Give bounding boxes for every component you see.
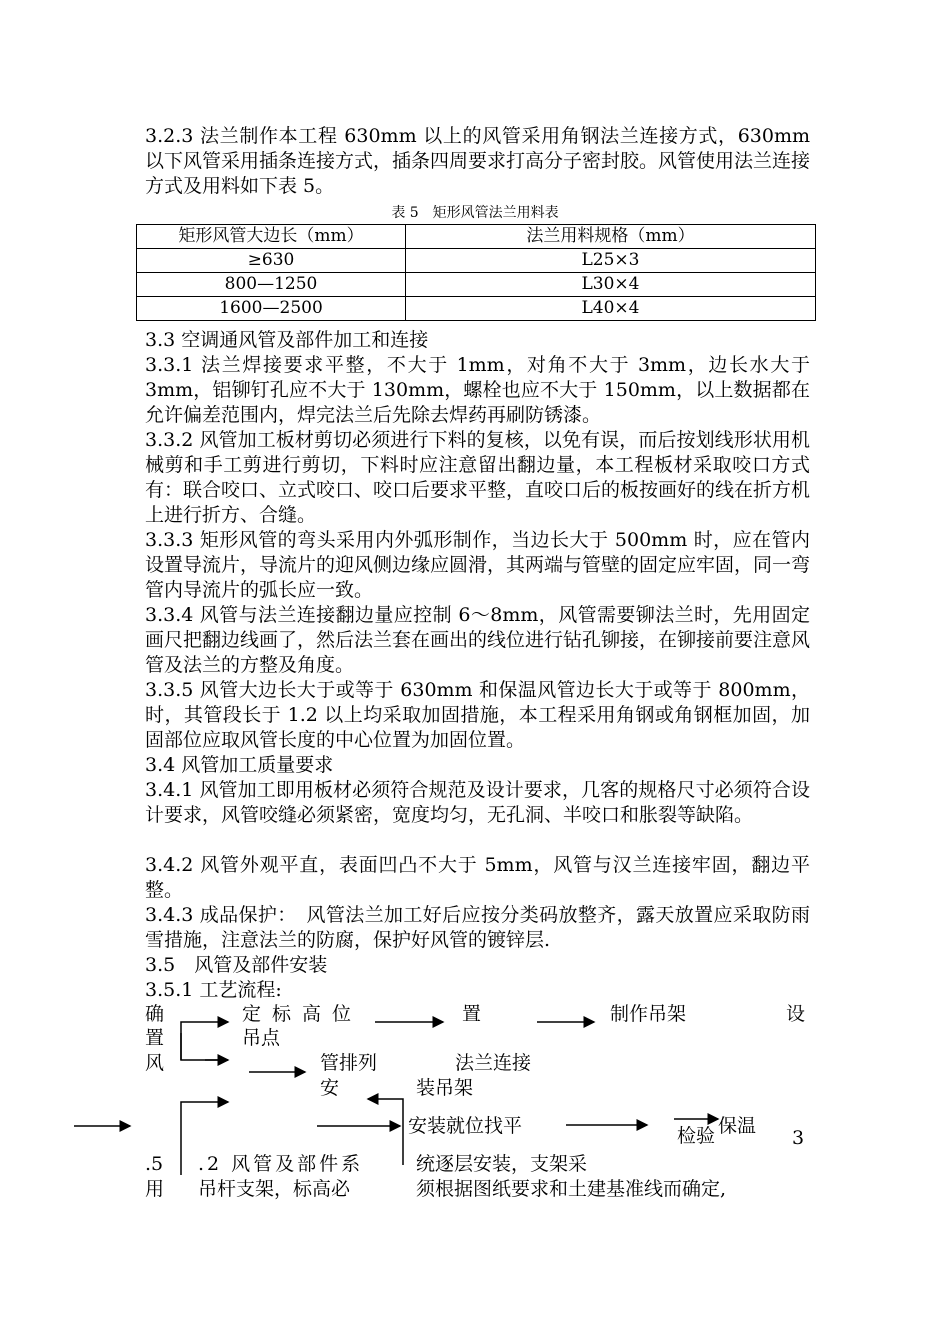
flow-text: 设 (786, 1003, 806, 1025)
paragraph-3-3-3: 3.3.3 矩形风管的弯头采用内外弧形制作，当边长大于 500mm 时，应在管内设置导流片，导流片的迎风侧边缘应圆滑，其两端与管壁的固定应牢固，同一弯管内导流片的弧长应一致。 (145, 529, 811, 601)
flow-step-install: 安装就位找平 (408, 1115, 523, 1137)
flow-step-make-hanger: 制作吊架 (610, 1003, 687, 1025)
flange-spec-table (136, 224, 816, 321)
table-cell: ≥630 (137, 249, 406, 273)
table-cell: L25×3 (406, 249, 816, 273)
heading-3-5-1: 3.5.1 工艺流程: (145, 979, 282, 1001)
table-header-cell: 矩形风管大边长（mm） (137, 225, 406, 249)
flow-text: 置 (145, 1027, 165, 1049)
paragraph-3-2-3: 3.2.3 法兰制作本工程 630mm 以上的风管采用角钢法兰连接方式，630mm 以下风管采用插条连接方式，插条四周要求打高分子密封胶。风管使用法兰连接方式及用料如下表 5。 (145, 125, 811, 197)
paragraph-3-4-1: 3.4.1 风管加工即用板材必须符合规范及设计要求，几客的规格尺寸必须符合设计要求，风管咬缝必须紧密，宽度均匀，无孔洞、半咬口和胀裂等缺陷。 (145, 779, 810, 826)
flow-text: 须根据图纸要求和土建基准线而确定, (416, 1178, 727, 1200)
flow-text: 用 (145, 1178, 165, 1200)
flow-text: .2 风管及部件系 (198, 1153, 364, 1175)
flow-step-locate: 吊点 (242, 1027, 281, 1049)
flow-text: 确 (145, 1003, 165, 1025)
paragraph-3-3-4: 3.3.4 风管与法兰连接翻边量应控制 6～8mm，风管需要铆法兰时，先用固定画尺把翻边线画了，然后法兰套在画出的线位进行钻孔铆接，在铆接前要注意风管及法兰的方整及角度。 (145, 604, 811, 676)
flow-step-flange: 法兰连接 (455, 1052, 532, 1074)
table-caption: 表 5 矩形风管法兰用料表 (391, 205, 559, 221)
table-row (137, 249, 816, 273)
flow-step-arrange: 管排列 (320, 1052, 378, 1074)
table-cell: 800—1250 (137, 273, 406, 297)
flow-text: 吊杆支架，标高必 (198, 1178, 351, 1200)
paragraph-3-3-2: 3.3.2 风管加工板材剪切必须进行下料的复核，以免有误，而后按划线形状用机械剪和手工剪进行剪切，下料时应注意留出翻边量，本工程板材采取咬口方式有：联合咬口、立式咬口、咬口后要求平整，直咬口后的板按画好的线在折方机上进行折方、合缝。 (145, 429, 811, 526)
flow-text: 风 (145, 1052, 165, 1074)
table-cell: L30×4 (406, 273, 816, 297)
table-header-cell: 法兰用料规格（mm） (406, 225, 816, 249)
paragraph-3-4-2: 3.4.2 风管外观平直，表面凹凸不大于 5mm，风管与汉兰连接牢固，翻边平整。 (145, 854, 810, 901)
paragraph-3-3-5: 3.3.5 风管大边长大于或等于 630mm 和保温风管边长大于或等于 800mm，时，其管段长于 1.2 以上均采取加固措施，本工程采用角钢或角钢框加固，加固部位应取风管长度的中心位置为加固位置。 (145, 679, 810, 751)
paragraph-3-3-1: 3.3.1 法兰焊接要求平整，不大于 1mm，对角不大于 3mm，边长水大于 3mm，铝铆钉孔应不大于 130mm，螺栓也应不大于 150mm，以上数据都在允许偏差范围内，焊完法兰后先除去焊药再刷防锈漆。 (145, 354, 810, 426)
heading-3-3: 3.3 空调通风管及部件加工和连接 (145, 329, 429, 351)
flow-step-inspect: 检验 (677, 1125, 716, 1147)
flow-text: 3 (792, 1127, 805, 1149)
table-row (137, 273, 816, 297)
flow-step-insulate: 保温 (718, 1115, 757, 1137)
table-header-row (137, 225, 816, 249)
table-cell: L40×4 (406, 297, 816, 321)
flow-step-flange: 装吊架 (416, 1077, 474, 1099)
table-cell: 1600—2500 (137, 297, 406, 321)
paragraph-3-4-3: 3.4.3 成品保护： 风管法兰加工好后应按分类码放整齐，露天放置应采取防雨雪措施，注意法兰的防腐，保护好风管的镀锌层. (145, 904, 810, 951)
flow-text: 统逐层安装，支架采 (416, 1153, 588, 1175)
table-row (137, 297, 816, 321)
flow-step-locate: 定标高位 (242, 1003, 363, 1025)
flow-text: .5 (145, 1153, 164, 1175)
heading-3-4: 3.4 风管加工质量要求 (145, 754, 334, 776)
heading-3-5: 3.5 风管及部件安装 (145, 954, 328, 976)
flow-text: 置 (462, 1003, 482, 1025)
flow-step-arrange: 安 (320, 1077, 340, 1099)
